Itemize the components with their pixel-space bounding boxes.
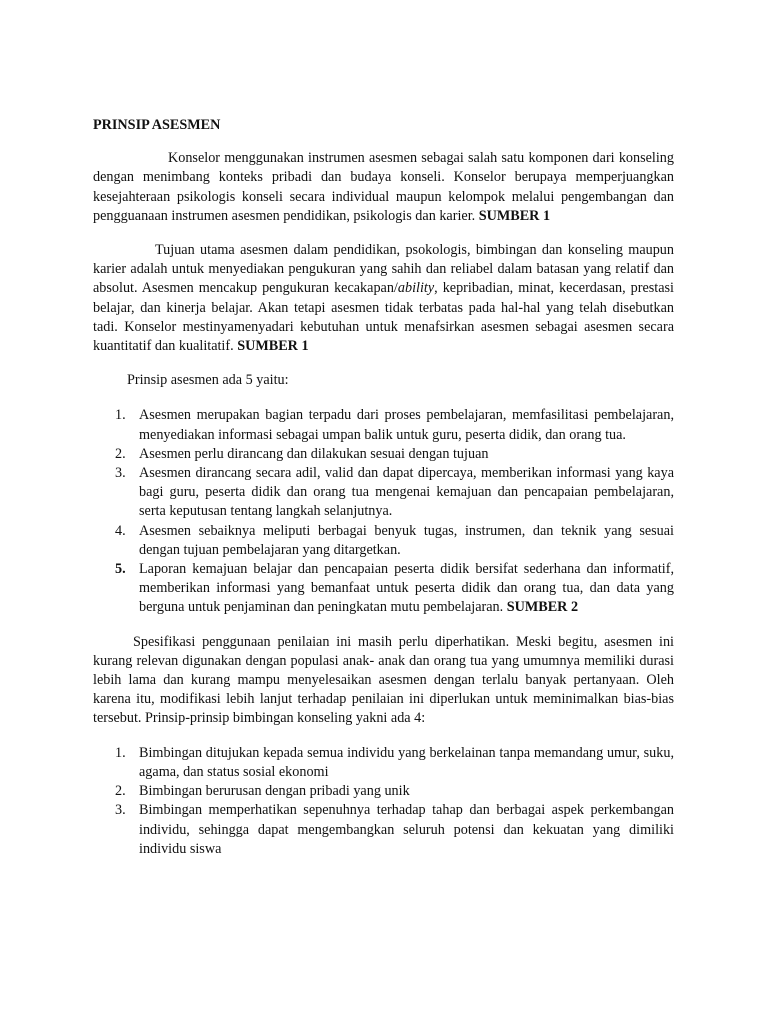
list-number: 1. [115,407,126,424]
source-label: SUMBER 1 [478,207,551,224]
list-item-text: Asesmen dirancang secara adil, valid dan dapat dipercaya, memberikan informasi yang kaya bagi guru, peserta didik dan orang tua mengenai kemajuan dan pencapaian pembelajaran, serta keputusan tentang langkah selanjutnya. [139,465,674,520]
list-item [93,744,674,782]
list-item [93,464,674,522]
list-item [93,801,674,859]
list-item [93,445,674,464]
paragraph-2-text-after: , kepribadian, minat, kecerdasan, prestasi belajar, dan kinerja belajar. Akan tetapi asesmen tidak terbatas pada hal-hal yang telah disebutkan tadi. Konselor mestinyamenyadari kebutuhan untuk menafsirkan asesmen sebagai asesmen secara kuantitatif dan kualitatif. [93,280,674,355]
list-item [93,406,674,444]
list-number: 1. [115,744,126,761]
list-number: 5. [115,561,126,578]
asesmen-principles-list [93,406,674,617]
document-title: PRINSIP ASESMEN [93,117,221,133]
source-label: SUMBER 1 [237,338,309,355]
list-item-text: Asesmen sebaiknya meliputi berbagai benyuk tugas, instrumen, dan teknik yang sesuai dengan tujuan pembelajaran yang ditargetkan. [139,522,674,558]
paragraph-3: Prinsip asesmen ada 5 yaitu: [127,372,289,389]
list-item-text: Bimbingan memperhatikan sepenuhnya terhadap tahap dan berbagai aspek perkembangan individu, sehingga dapat mengembangkan seluruh potensi dan kekuatan yang dimiliki individu siswa [139,802,674,857]
list-item [93,522,674,560]
paragraph-1-text: Konselor menggunakan instrumen asesmen sebagai salah satu komponen dari konseling dengan menimbang konteks pribadi dan budaya konseli. Konselor berupaya memperjuangkan kesejahteraan psikologis konseli secara individual maupun kelompok melalui pengembangan dan pengguanaan instrumen asesmen pendidikan, psikologis dan karier. [93,150,674,224]
list-item [93,782,674,801]
list-number: 2. [115,783,126,800]
paragraph-4: Spesifikasi penggunaan penilaian ini masih perlu diperhatikan. Meski begitu, asesmen ini kurang relevan digunakan dengan populasi anak- anak dan orang tua yang umumnya memiliki durasi lebih lama dan kurang mampu menyelesaikan asesmen dengan terlalu banyak pertanyaan. Oleh karena itu, modifikasi lebih lanjut terhadap penilaian ini diperlukan untuk meminimalkan bias-bias tersebut. Prinsip-prinsip bimbingan konseling yakni ada 4: [93,633,674,727]
paragraph-2 [93,241,674,356]
document-page [93,116,674,859]
list-item-text: Laporan kemajuan belajar dan pencapaian peserta didik bersifat sederhana dan informatif, memberikan informasi yang bemanfaat untuk peserta didik dan orang tua, dan data yang berguna untuk penjaminan dan peningkatan mutu pembelajaran. [139,561,674,616]
paragraph-1 [93,149,674,226]
bimbingan-principles-list [93,744,674,859]
list-item [93,560,674,618]
list-number: 3. [115,465,126,482]
list-item-text: Bimbingan berurusan dengan pribadi yang unik [139,783,410,800]
list-item-text: Bimbingan ditujukan kepada semua individu yang berkelainan tanpa memandang umur, suku, agama, dan status sosial ekonomi [139,744,674,780]
list-item-text: Asesmen merupakan bagian terpadu dari proses pembelajaran, memfasilitasi pembelajaran, menyediakan informasi sebagai umpan balik untuk guru, peserta didik, dan orang tua. [139,407,674,443]
list-number: 4. [115,522,126,539]
list-item-text: Asesmen perlu dirancang dan dilakukan sesuai dengan tujuan [139,445,489,462]
list-number: 3. [115,802,126,819]
paragraph-2-text-before: Tujuan utama asesmen dalam pendidikan, psokologis, bimbingan dan konseling maupun karier adalah untuk menyediakan pengukuran yang sahih dan reliabel dalam batasan yang relatif dan absolut. Asesmen mencakup pengukuran kecakapan/ [93,242,674,297]
list-number: 2. [115,445,126,462]
paragraph-2-italic: ability [397,280,435,297]
source-label: SUMBER 2 [506,599,579,616]
